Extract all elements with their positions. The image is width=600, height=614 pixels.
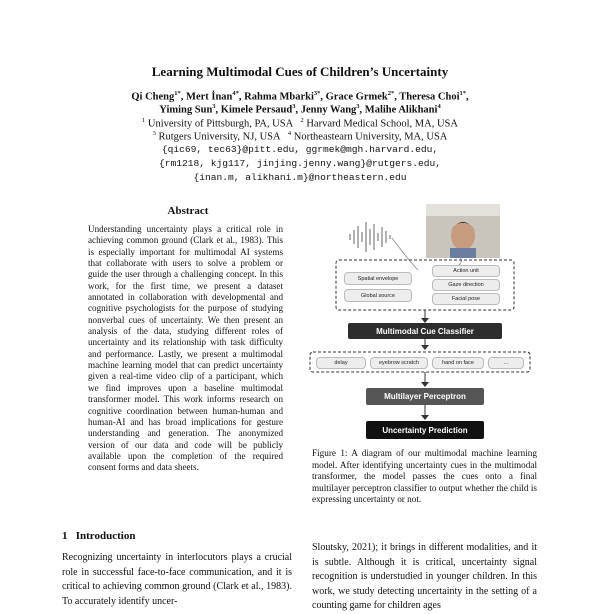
right-column-paragraph: Sloutsky, 2021); it brings in different modalities, and it is subtle. Although it is critical, uncertainty signal recognition is understudied in younger children. In this work, we study detecting uncertainty in the setting of a counting game for children ages (312, 542, 537, 611)
affiliation-line-1: $^1$ University of Pittsburgh, PA, USA $^2$ Harvard Medical School, MA, USA (142, 117, 458, 130)
output-eyebrow-scratch: eyebrow scratch (370, 357, 428, 369)
email-line-3: {inan.m, alikhani.m}@northeastern.edu (193, 172, 407, 183)
multimodal-cue-classifier-box: Multimodal Cue Classifier (348, 323, 502, 339)
abstract-body: Understanding uncertainty plays a critical role in achieving common ground (Clark et al., 1983). This is especially important for multimodal AI systems that collaborate with users to solve a problem or guide the user through a challenging concept. In this work, for the first time, we present a dataset annotated in collaboration with developmental and cognitive psychologists for the purpose of studying nonverbal cues of uncertainty. We then present an analysis of the data, studying different roles of uncertainty and its relationship with task difficulty and performance. Lastly, we present a multimodal machine learning model that can predict uncertainty given a real-time video clip of a participant, which we find improves upon a baseline multimodal transformer model. This work informs research on cognitive coordination between human-human and human-AI and has broad implications for gesture understanding and generation. The anonymized version of our data and code will be publicly available upon the completion of the required consent forms and data sheets. (88, 224, 283, 473)
figure-caption: Figure 1: A diagram of our multimodal machine learning model. After identifying uncertainty cues in the multimodal transformer, the model passes the cues onto a final multilayer perceptron classifier to output whether the child is expressing uncertainty or not. (312, 448, 537, 505)
output-delay: delay (316, 357, 366, 369)
multilayer-perceptron-box: Multilayer Perceptron (366, 388, 484, 405)
cue-spatial-envelope: Spatial envelope (344, 272, 412, 285)
figure-diagram (300, 202, 540, 442)
intro-paragraph: Recognizing uncertainty in interlocutors plays a crucial role in successful face-to-face communication, and it is critical to achieving common ground (Clark et al., 1983). To accurately identify uncer- (62, 552, 292, 607)
output-more: ... (488, 357, 524, 369)
affiliation-line-2: $^3$ Rutgers University, NJ, USA $^4$ Northeastearn University, MA, USA (152, 130, 448, 143)
author-line-1: Qi Cheng$^{1*}$, Mert İnan$^{4*}$, Rahma Mbarki$^{3*}$, Grace Grmek$^{2*}$, Theresa Choi$^{1*}$, (131, 90, 469, 103)
child-video-frame (426, 204, 500, 258)
cue-global-source: Global source (344, 289, 412, 302)
output-hand-on-face: hand on face (432, 357, 484, 369)
email-line-2: {rm1218, kjg117, jinjing.jenny.wang}@rutgers.edu, (158, 158, 442, 169)
section-heading: 1 Introduction (62, 530, 136, 542)
cue-gaze-direction: Gaze direction (432, 279, 500, 291)
author-line-2: Yiming Sun$^3$, Kimele Persaud$^3$, Jenny Wang$^3$, Malihe Alikhani$^4$ (159, 103, 441, 116)
cue-facial-pose: Facial pose (432, 293, 500, 305)
audio-waveform-icon (350, 222, 390, 252)
email-line-1: {qic69, tec63}@pitt.edu, ggrmek@mgh.harvard.edu, (161, 144, 439, 155)
abstract-heading: Abstract (167, 205, 209, 217)
paper-title: Learning Multimodal Cues of Children’s Uncertainty (151, 64, 449, 79)
cue-action-unit: Action unit (432, 265, 500, 277)
diagram-graphics (300, 202, 540, 442)
uncertainty-prediction-box: Uncertainty Prediction (366, 421, 484, 439)
